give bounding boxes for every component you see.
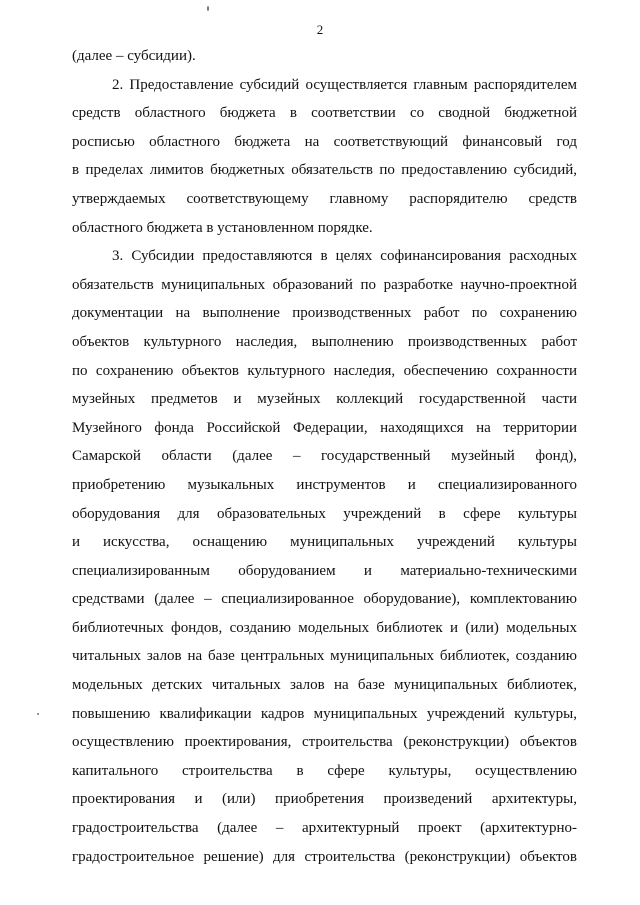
page-number: 2 [316, 22, 324, 37]
text-line: обязательств муниципальных образований по разработке научно-проектной [72, 276, 577, 293]
text-line: проектирования и (или) приобретения произведений архитектуры, [72, 791, 577, 808]
text-line: средствами (далее – специализированное оборудование), комплектованию [72, 591, 577, 608]
text-line: читальных залов на базе центральных муниципальных библиотек, созданию [72, 648, 577, 665]
text-line: объектов культурного наследия, выполнению производственных работ [72, 333, 577, 350]
text-line: осуществлению проектирования, строительства (реконструкции) объектов [72, 734, 577, 751]
text-line: документации на выполнение производственных работ по сохранению [72, 305, 577, 322]
text-line: музейных предметов и музейных коллекций государственной части [72, 391, 577, 408]
body-text [72, 42, 577, 871]
text-line: областного бюджета в установленном порядке. [72, 219, 373, 236]
text-line: капитального строительства в сфере культуры, осуществлению [72, 762, 577, 779]
text-line: библиотечных фондов, созданию модельных библиотек и (или) модельных [72, 619, 577, 636]
text-line: повышению квалификации кадров муниципальных учреждений культуры, [72, 705, 577, 722]
text-line: Самарской области (далее – государственный музейный фонд), [72, 448, 577, 465]
scan-speck [37, 713, 39, 715]
text-line: модельных детских читальных залов на базе муниципальных библиотек, [72, 677, 577, 694]
text-line: утверждаемых соответствующему главному распорядителю средств [72, 190, 577, 207]
text-line: средств областного бюджета в соответствии со сводной бюджетной [72, 105, 577, 122]
text-line: по сохранению объектов культурного наследия, обеспечению сохранности [72, 362, 577, 379]
text-line: 3. Субсидии предоставляются в целях софинансирования расходных [112, 248, 577, 265]
text-line: приобретению музыкальных инструментов и специализированного [72, 476, 577, 493]
text-line: (далее – субсидии). [72, 48, 196, 64]
text-line: оборудования для образовательных учреждений в сфере культуры [72, 505, 577, 522]
text-line: 2. Предоставление субсидий осуществляется главным распорядителем [112, 76, 577, 93]
text-line: градостроительное решение) для строительства (реконструкции) объектов [72, 848, 577, 865]
scan-speck [207, 6, 209, 11]
text-line: специализированным оборудованием и материально-техническими [72, 562, 577, 579]
text-line: и искусства, оснащению муниципальных учреждений культуры [72, 534, 577, 551]
text-line: в пределах лимитов бюджетных обязательств по предоставлению субсидий, [72, 162, 577, 179]
text-line: градостроительства (далее – архитектурный проект (архитектурно- [72, 820, 577, 837]
text-line: росписью областного бюджета на соответствующий финансовый год [72, 133, 577, 150]
text-line: Музейного фонда Российской Федерации, находящихся на территории [72, 419, 577, 436]
